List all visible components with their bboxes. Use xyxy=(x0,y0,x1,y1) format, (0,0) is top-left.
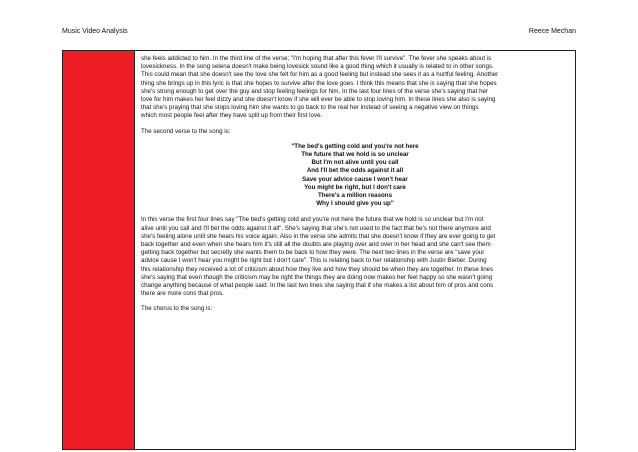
lyric-line: Why I should give you up" xyxy=(316,200,394,208)
lyrics-block xyxy=(141,143,569,209)
lyric-line: But I'm not alive until you call xyxy=(311,159,399,167)
paragraph-line: back together and even when she hears him it's still all the doubts are playing over and over in her head and she can't see them xyxy=(141,241,491,249)
paragraph-line: she's saying that even though the criticism may be right the things they are doing now makes her feel happy so she wasn't going xyxy=(141,273,493,281)
chorus-intro: The chorus to the song is: xyxy=(141,305,213,313)
paragraph-line: she feels addicted to him. In the third line of the verse; "I'm hoping that after this fever I'll survive". The fever she speaks about is xyxy=(141,55,492,62)
paragraph-line: thing she brings up in this lyric is that she hopes to survive after the love goes. I think this means that she is saying that she hopes xyxy=(141,79,497,87)
header-author: Reece Mechan xyxy=(528,28,576,35)
paragraph-line: alive until you call and I'll bet the odds against it all". She's saying that she's not used to the fact that he's not there anymore and xyxy=(141,224,491,232)
red-label-cell xyxy=(63,51,135,449)
lyric-line: There's a million reasons xyxy=(317,192,393,200)
paragraph-line: lovesickness. In the song selena doesn't make being lovesick sound like a good thing which it usually is related to in other songs. xyxy=(141,63,494,71)
lyric-line: And I'll bet the odds against it all xyxy=(306,167,404,175)
paragraph-line: This could mean that she doesn't see the love she felt for him as a good feeling but instead she sees it as a hurtful feeling. Another xyxy=(141,71,499,79)
lyric-line: The future that we hold is so unclear xyxy=(301,151,409,159)
paragraph-line: In this verse the first four lines say "The bed's getting cold and you're not here the future that we hold is so unclear but I'm not xyxy=(141,216,484,224)
paragraph-line: that she's praying that she stops loving him she wants to go back to the real her instead of seeing a negative view on things xyxy=(141,104,479,112)
paragraph-line: this relationship they received a lot of criticism about how they live and how they should be when they are together. In these lines xyxy=(141,265,494,273)
second-verse-analysis xyxy=(141,216,569,298)
paragraph-line: getting back together but secretly she wants them to be back to how they were. The next two lines in the verse are "save your xyxy=(141,249,485,257)
content-cell xyxy=(141,55,569,321)
lyric-line: Save your advice cause I won't hear xyxy=(302,175,408,183)
header-title: Music Video Analysis xyxy=(62,28,128,35)
first-verse-analysis xyxy=(141,55,569,121)
paragraph-line: she's feeling alone until she hears his voice again. Also in the verse she admits that she doesn't know if they are ever going to get xyxy=(141,232,496,240)
document-table xyxy=(62,50,576,450)
paragraph-line: which most people feel after they have split up from their first love. xyxy=(141,112,323,120)
lyric-line: You might be right, but I don't care xyxy=(304,183,406,191)
paragraph-line: change anything because of what people said. In the last two lines she saying that if she makes a list about him of pros and cons xyxy=(141,282,494,290)
second-verse-intro: The second verse to the song is: xyxy=(141,127,231,135)
paragraph-line: love for him makes her feel dizzy and she doesn't know if she will ever be able to stop loving him. In these lines she also is saying xyxy=(141,96,496,104)
paragraph-line: advice cause I won't hear you might be right but I don't care". This is relating back to her relationship with Justin Bieber. During xyxy=(141,257,487,265)
paragraph-line: there are more cons that pros. xyxy=(141,290,224,298)
lyric-line: "The bed's getting cold and you're not here xyxy=(291,142,419,150)
paragraph-line: she's strong enough to get over the guy and stop feeling feelings for him. In the last four lines of the verse she's saying that her xyxy=(141,87,489,95)
